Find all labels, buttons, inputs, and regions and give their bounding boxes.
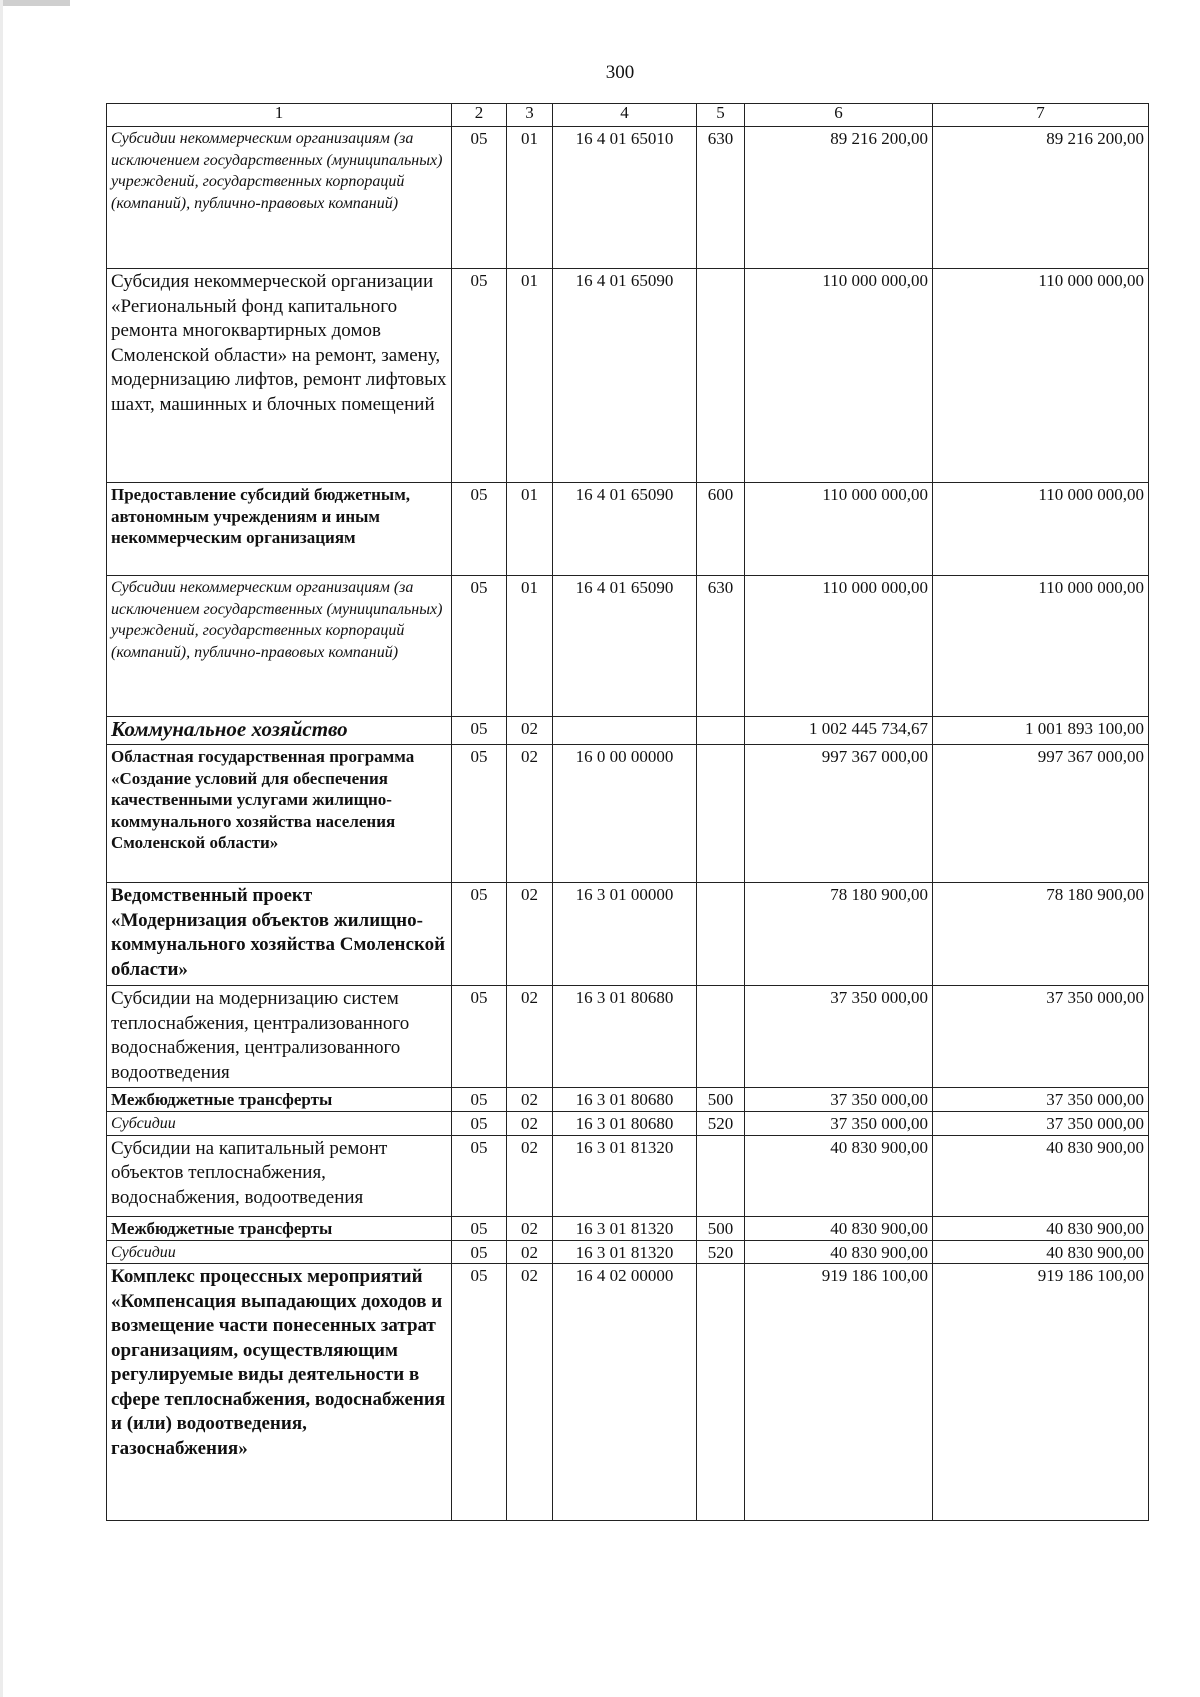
column-header: 1 [107, 104, 452, 127]
table-row [107, 745, 1149, 883]
row-subsection: 02 [507, 1216, 553, 1240]
row-expense-type: 630 [697, 576, 745, 717]
row-target-code: 16 4 01 65010 [553, 127, 697, 269]
row-amount-1: 78 180 900,00 [745, 883, 933, 986]
column-header: 6 [745, 104, 933, 127]
row-name: Межбюджетные трансферты [107, 1216, 452, 1240]
column-header: 5 [697, 104, 745, 127]
row-name: Коммунальное хозяйство [107, 717, 452, 745]
row-target-code: 16 4 01 65090 [553, 483, 697, 576]
row-amount-1: 37 350 000,00 [745, 986, 933, 1088]
row-expense-type: 600 [697, 483, 745, 576]
row-target-code: 16 3 01 00000 [553, 883, 697, 986]
row-name: Областная государственная программа «Создание условий для обеспечения качественными услугами жилищно-коммунального хозяйства населения Смоленской области» [107, 745, 452, 883]
row-target-code: 16 4 02 00000 [553, 1264, 697, 1521]
row-expense-type: 500 [697, 1216, 745, 1240]
row-name: Субсидии [107, 1112, 452, 1136]
row-subsection: 01 [507, 483, 553, 576]
row-amount-2: 40 830 900,00 [933, 1216, 1149, 1240]
table-row [107, 1240, 1149, 1264]
scan-edge-mark [0, 0, 70, 6]
row-amount-2: 37 350 000,00 [933, 986, 1149, 1088]
row-amount-2: 40 830 900,00 [933, 1135, 1149, 1216]
column-header: 2 [452, 104, 507, 127]
table-row [107, 1088, 1149, 1112]
page-number: 300 [605, 62, 635, 83]
table-row [107, 1216, 1149, 1240]
row-section: 05 [452, 576, 507, 717]
row-subsection: 02 [507, 717, 553, 745]
column-header: 4 [553, 104, 697, 127]
row-subsection: 02 [507, 1088, 553, 1112]
row-subsection: 02 [507, 1240, 553, 1264]
table-row [107, 717, 1149, 745]
row-amount-1: 919 186 100,00 [745, 1264, 933, 1521]
row-amount-2: 997 367 000,00 [933, 745, 1149, 883]
row-name: Субсидии на модернизацию систем теплоснабжения, централизованного водоснабжения, централизованного водоотведения [107, 986, 452, 1088]
table-row [107, 1135, 1149, 1216]
table-row [107, 883, 1149, 986]
row-amount-2: 919 186 100,00 [933, 1264, 1149, 1521]
row-expense-type: 520 [697, 1240, 745, 1264]
table-row [107, 576, 1149, 717]
row-expense-type [697, 986, 745, 1088]
row-subsection: 02 [507, 745, 553, 883]
row-amount-1: 37 350 000,00 [745, 1088, 933, 1112]
row-name: Субсидии [107, 1240, 452, 1264]
table-row [107, 1112, 1149, 1136]
row-subsection: 02 [507, 986, 553, 1088]
row-name: Предоставление субсидий бюджетным, автономным учреждениям и иным некоммерческим организациям [107, 483, 452, 576]
row-amount-2: 37 350 000,00 [933, 1088, 1149, 1112]
row-amount-2: 110 000 000,00 [933, 576, 1149, 717]
row-target-code [553, 717, 697, 745]
table-row [107, 269, 1149, 483]
row-target-code: 16 3 01 81320 [553, 1240, 697, 1264]
row-amount-2: 78 180 900,00 [933, 883, 1149, 986]
row-name: Субсидия некоммерческой организации «Региональный фонд капитального ремонта многоквартирных домов Смоленской области» на ремонт, замену, модернизацию лифтов, ремонт лифтовых шахт, машинных и блочных помещений [107, 269, 452, 483]
row-section: 05 [452, 269, 507, 483]
column-header: 3 [507, 104, 553, 127]
row-target-code: 16 3 01 80680 [553, 986, 697, 1088]
row-subsection: 01 [507, 127, 553, 269]
table-row [107, 1264, 1149, 1521]
row-section: 05 [452, 745, 507, 883]
row-name: Субсидии некоммерческим организациям (за исключением государственных (муниципальных) учреждений, государственных корпораций (компаний), публично-правовых компаний) [107, 576, 452, 717]
row-section: 05 [452, 986, 507, 1088]
row-name: Субсидии некоммерческим организациям (за исключением государственных (муниципальных) учреждений, государственных корпораций (компаний), публично-правовых компаний) [107, 127, 452, 269]
row-amount-1: 37 350 000,00 [745, 1112, 933, 1136]
row-target-code: 16 4 01 65090 [553, 576, 697, 717]
row-amount-2: 40 830 900,00 [933, 1240, 1149, 1264]
row-subsection: 02 [507, 1135, 553, 1216]
row-target-code: 16 0 00 00000 [553, 745, 697, 883]
budget-table [106, 103, 1149, 1521]
row-expense-type [697, 1264, 745, 1521]
row-amount-2: 89 216 200,00 [933, 127, 1149, 269]
row-expense-type [697, 883, 745, 986]
row-amount-2: 110 000 000,00 [933, 269, 1149, 483]
row-amount-1: 1 002 445 734,67 [745, 717, 933, 745]
row-section: 05 [452, 127, 507, 269]
row-name: Ведомственный проект «Модернизация объектов жилищно-коммунального хозяйства Смоленской области» [107, 883, 452, 986]
row-amount-1: 110 000 000,00 [745, 269, 933, 483]
row-subsection: 01 [507, 576, 553, 717]
row-amount-1: 40 830 900,00 [745, 1240, 933, 1264]
row-subsection: 02 [507, 1264, 553, 1521]
row-amount-1: 40 830 900,00 [745, 1135, 933, 1216]
row-name: Субсидии на капитальный ремонт объектов теплоснабжения, водоснабжения, водоотведения [107, 1135, 452, 1216]
row-expense-type [697, 717, 745, 745]
row-subsection: 01 [507, 269, 553, 483]
row-target-code: 16 4 01 65090 [553, 269, 697, 483]
row-expense-type [697, 269, 745, 483]
row-expense-type: 630 [697, 127, 745, 269]
row-section: 05 [452, 1135, 507, 1216]
scan-edge-shadow [0, 0, 3, 1697]
row-target-code: 16 3 01 80680 [553, 1088, 697, 1112]
row-section: 05 [452, 1216, 507, 1240]
column-header: 7 [933, 104, 1149, 127]
row-section: 05 [452, 883, 507, 986]
row-amount-2: 1 001 893 100,00 [933, 717, 1149, 745]
row-section: 05 [452, 1240, 507, 1264]
row-section: 05 [452, 1112, 507, 1136]
row-target-code: 16 3 01 80680 [553, 1112, 697, 1136]
row-subsection: 02 [507, 1112, 553, 1136]
row-amount-1: 40 830 900,00 [745, 1216, 933, 1240]
table-header-row [107, 104, 1149, 127]
row-section: 05 [452, 1264, 507, 1521]
row-amount-1: 110 000 000,00 [745, 483, 933, 576]
row-name: Межбюджетные трансферты [107, 1088, 452, 1112]
row-amount-1: 89 216 200,00 [745, 127, 933, 269]
row-expense-type: 520 [697, 1112, 745, 1136]
row-section: 05 [452, 717, 507, 745]
row-amount-2: 37 350 000,00 [933, 1112, 1149, 1136]
row-subsection: 02 [507, 883, 553, 986]
table-row [107, 483, 1149, 576]
row-amount-1: 110 000 000,00 [745, 576, 933, 717]
row-target-code: 16 3 01 81320 [553, 1216, 697, 1240]
table-row [107, 127, 1149, 269]
row-expense-type: 500 [697, 1088, 745, 1112]
row-amount-2: 110 000 000,00 [933, 483, 1149, 576]
row-amount-1: 997 367 000,00 [745, 745, 933, 883]
table-row [107, 986, 1149, 1088]
row-section: 05 [452, 1088, 507, 1112]
row-target-code: 16 3 01 81320 [553, 1135, 697, 1216]
row-expense-type [697, 745, 745, 883]
row-section: 05 [452, 483, 507, 576]
row-expense-type [697, 1135, 745, 1216]
row-name: Комплекс процессных мероприятий «Компенсация выпадающих доходов и возмещение части понесенных затрат организациям, осуществляющим регулируемые виды деятельности в сфере теплоснабжения, водоснабжения и (или) водоотведения, газоснабжения» [107, 1264, 452, 1521]
